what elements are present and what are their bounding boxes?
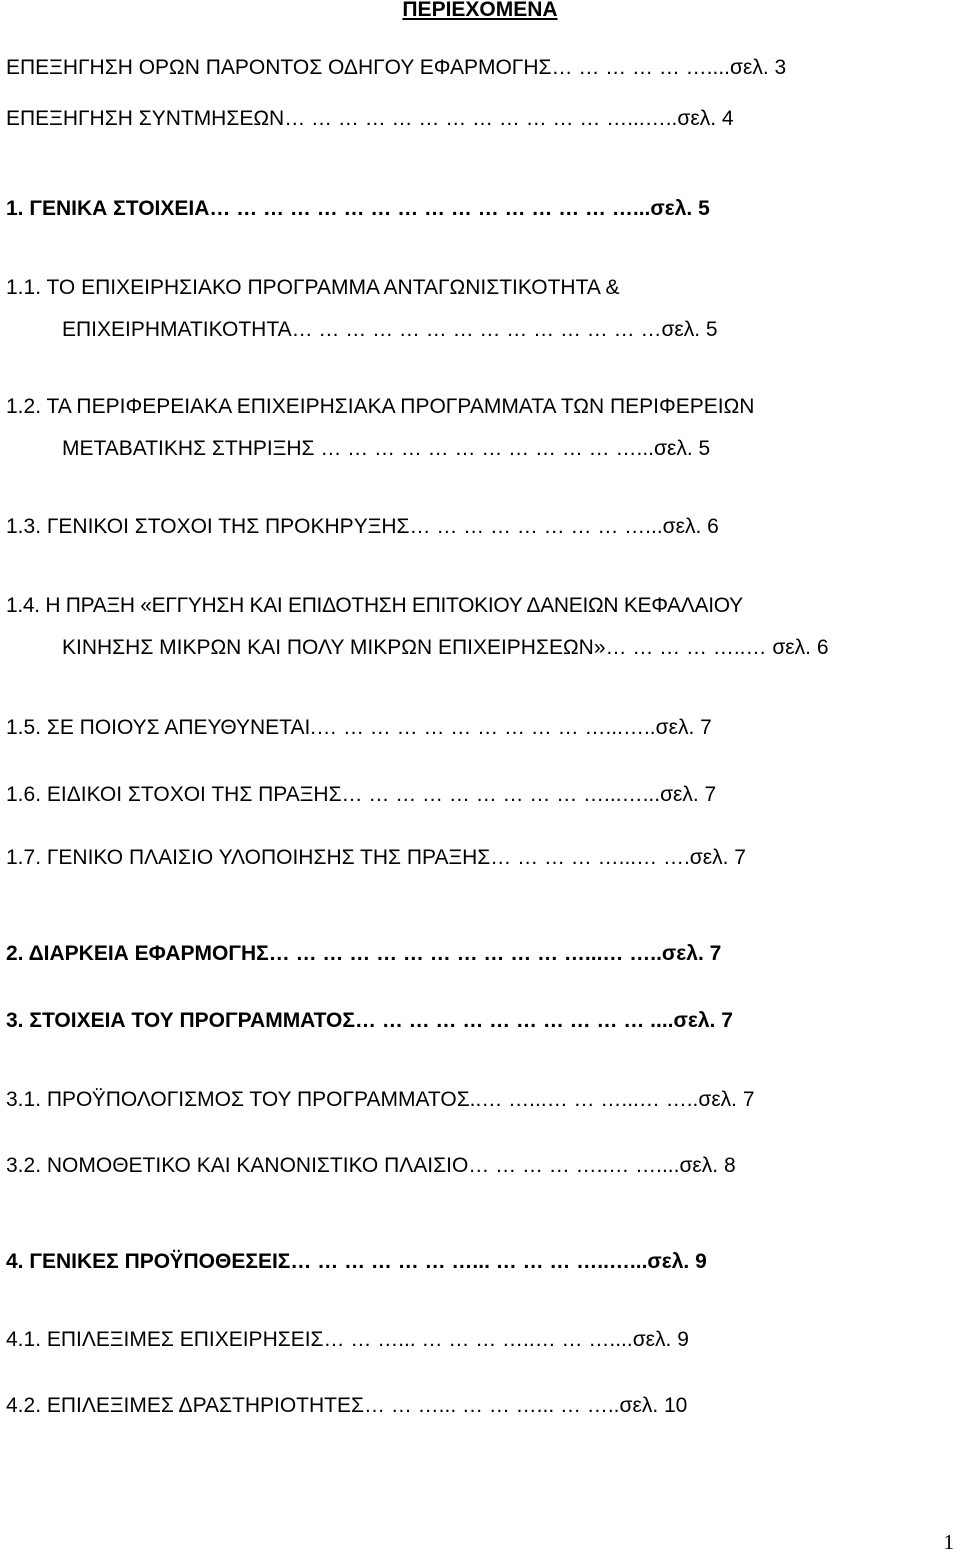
toc-entry-section-1: 1. ΓΕΝΙΚΑ ΣΤΟΙΧΕΙΑ… … … … … … … … … … … … … … … …...σελ. 5	[6, 197, 710, 220]
toc-entry-4-2: 4.2. ΕΠΙΛΕΞΙΜΕΣ ΔΡΑΣΤΗΡΙΟΤΗΤΕΣ… … …... … … …... … …..σελ. 10	[6, 1394, 688, 1417]
toc-title: ΠΕΡΙΕΧΟΜΕΝΑ	[402, 0, 558, 21]
page-number: 1	[943, 1530, 954, 1554]
toc-entry-section-2: 2. ΔΙΑΡΚΕΙΑ ΕΦΑΡΜΟΓΗΣ… … … … … … … … … … … …...… …..σελ. 7	[6, 942, 722, 965]
toc-entry-1-7: 1.7. ΓΕΝΙΚΟ ΠΛΑΙΣΙΟ ΥΛΟΠΟΙΗΣΗΣ ΤΗΣ ΠΡΑΞΗΣ… … … … …...… ….σελ. 7	[6, 846, 746, 869]
toc-entry-3-2: 3.2. ΝΟΜΟΘΕΤΙΚΟ ΚΑΙ ΚΑΝΟΝΙΣΤΙΚΟ ΠΛΑΙΣΙΟ… … … … …..… …....σελ. 8	[6, 1154, 736, 1177]
toc-entry-1-5: 1.5. ΣΕ ΠΟΙΟΥΣ ΑΠΕΥΘΥΝΕΤΑΙ.… … … … … … … … … … …...…..σελ. 7	[6, 716, 712, 739]
toc-entry-4-1: 4.1. ΕΠΙΛΕΞΙΜΕΣ ΕΠΙΧΕΙΡΗΣΕΙΣ… … …... … … … …..… … …....σελ. 9	[6, 1328, 689, 1351]
toc-entry-1-1-line2: ΕΠΙΧΕΙΡΗΜΑΤΙΚΟΤΗΤΑ… … … … … … … … … … … … … …σελ. 5	[62, 318, 718, 341]
toc-entry-1-6: 1.6. ΕΙΔΙΚΟΙ ΣΤΟΧΟΙ ΤΗΣ ΠΡΑΞΗΣ… … … … … … … … … …...…...σελ. 7	[6, 783, 717, 806]
toc-entry-1-2-line1: 1.2. ΤΑ ΠΕΡΙΦΕΡΕΙΑΚΑ ΕΠΙΧΕΙΡΗΣΙΑΚΑ ΠΡΟΓΡΑΜΜΑΤΑ ΤΩΝ ΠΕΡΙΦΕΡΕΙΩΝ	[6, 395, 755, 418]
toc-entry-1-2-line2: ΜΕΤΑΒΑΤΙΚΗΣ ΣΤΗΡΙΞΗΣ … … … … … … … … … … … …...σελ. 5	[62, 437, 711, 460]
toc-entry-3-1: 3.1. ΠΡΟΫΠΟΛΟΓΙΣΜΟΣ ΤΟΥ ΠΡΟΓΡΑΜΜΑΤΟΣ..… …...… … …...… …..σελ. 7	[6, 1088, 755, 1111]
toc-entry-1-4-line1: 1.4. Η ΠΡΑΞΗ «ΕΓΓΥΗΣΗ ΚΑΙ ΕΠΙΔΟΤΗΣΗ ΕΠΙΤΟΚΙΟΥ ΔΑΝΕΙΩΝ ΚΕΦΑΛΑΙΟΥ	[6, 594, 743, 617]
toc-entry-terms: ΕΠΕΞΗΓΗΣΗ ΟΡΩΝ ΠΑΡΟΝΤΟΣ ΟΔΗΓΟΥ ΕΦΑΡΜΟΓΗΣ… … … … … …....σελ. 3	[6, 56, 787, 79]
toc-entry-abbreviations: ΕΠΕΞΗΓΗΣΗ ΣΥΝΤΜΗΣΕΩΝ… … … … … … … … … … … … …...…..σελ. 4	[6, 107, 734, 130]
toc-entry-1-1-line1: 1.1. ΤΟ ΕΠΙΧΕΙΡΗΣΙΑΚΟ ΠΡΟΓΡΑΜΜΑ ΑΝΤΑΓΩΝΙΣΤΙΚΟΤΗΤΑ &	[6, 276, 620, 299]
toc-entry-section-4: 4. ΓΕΝΙΚΕΣ ΠΡΟΫΠΟΘΕΣΕΙΣ… … … … … … …... … … … …..…...σελ. 9	[6, 1250, 707, 1273]
toc-entry-1-3: 1.3. ΓΕΝΙΚΟΙ ΣΤΟΧΟΙ ΤΗΣ ΠΡΟΚΗΡΥΞΗΣ… … … … … … … … …...σελ. 6	[6, 515, 719, 538]
toc-entry-1-4-line2: ΚΙΝΗΣΗΣ ΜΙΚΡΩΝ ΚΑΙ ΠΟΛΥ ΜΙΚΡΩΝ ΕΠΙΧΕΙΡΗΣΕΩΝ»… … … … …..… σελ. 6	[62, 636, 829, 659]
toc-entry-section-3: 3. ΣΤΟΙΧΕΙΑ ΤΟΥ ΠΡΟΓΡΑΜΜΑΤΟΣ… … … … … … … … … … … ....σελ. 7	[6, 1009, 733, 1032]
